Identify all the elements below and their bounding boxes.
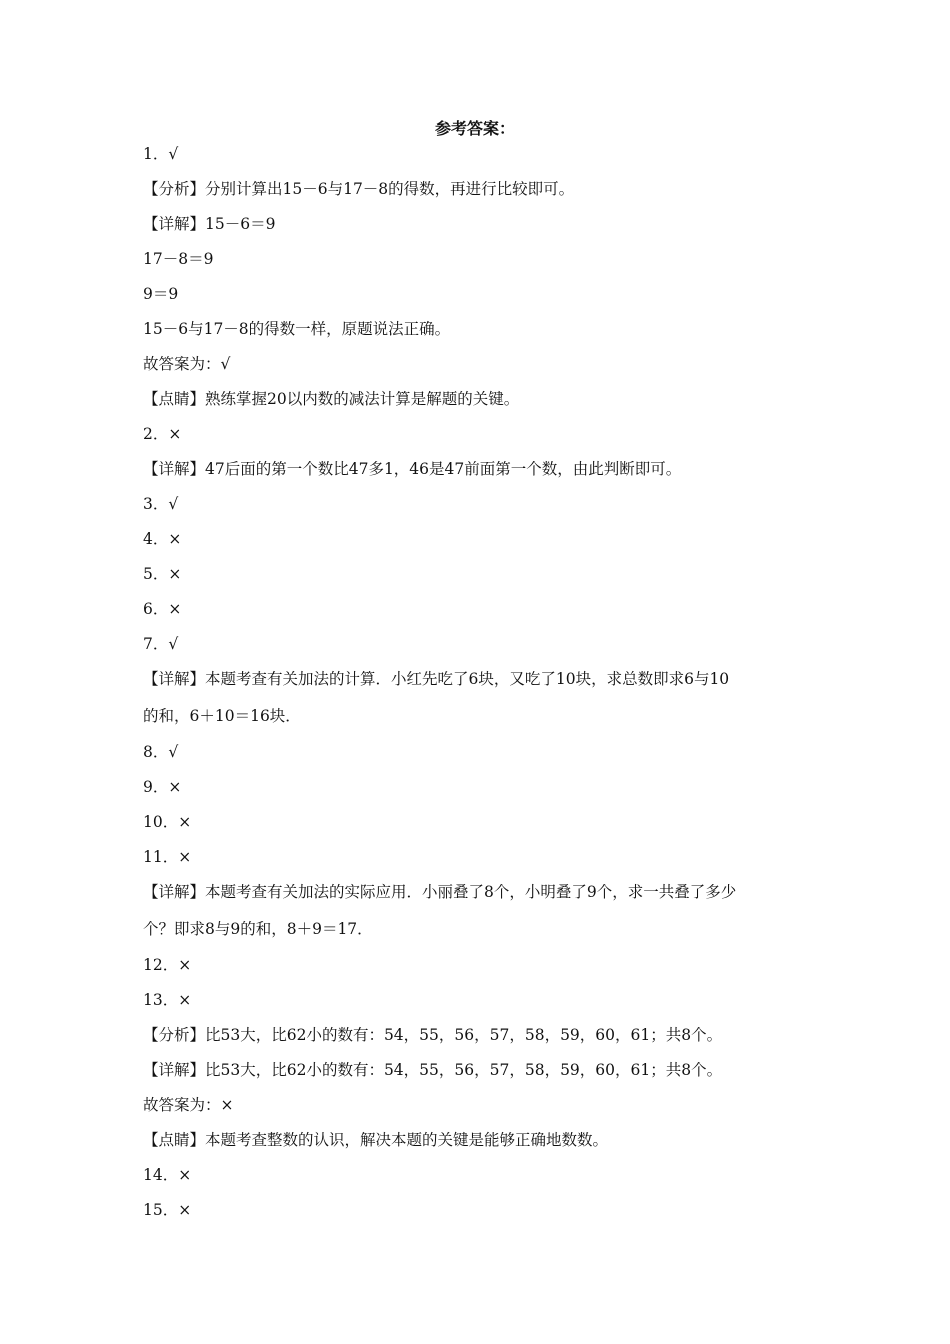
analysis-line: 【分析】分别计算出15－6与17－8的得数，再进行比较即可。 <box>143 180 575 198</box>
answer-item-1: 1．√ <box>143 145 179 163</box>
detail-line: 【详解】47后面的第一个数比47多1，46是47前面第一个数，由此判断即可。 <box>143 460 682 478</box>
answer-line: 故答案为：√ <box>143 355 231 373</box>
page-title: 参考答案： <box>434 119 515 138</box>
detail-line-continued: 个？即求8与9的和，8＋9＝17． <box>143 920 373 938</box>
answer-item-13: 13．× <box>143 991 192 1009</box>
answer-item-6: 6．× <box>143 600 182 618</box>
answer-item-8: 8．√ <box>143 743 179 761</box>
detail-line-continued: 的和，6＋10＝16块． <box>143 707 301 725</box>
detail-line: 【详解】本题考查有关加法的实际应用．小丽叠了8个，小明叠了9个，求一共叠了多少 <box>143 883 737 901</box>
conclusion-line: 15－6与17－8的得数一样，原题说法正确。 <box>143 320 451 338</box>
answer-item-3: 3．√ <box>143 495 179 513</box>
answer-item-10: 10．× <box>143 813 192 831</box>
detail-line: 【详解】本题考查有关加法的计算．小红先吃了6块，又吃了10块，求总数即求6与10 <box>143 670 730 688</box>
answer-line: 故答案为：× <box>143 1096 234 1114</box>
detail-line: 【详解】比53大，比62小的数有：54，55，56，57，58，59，60，61；共8个。 <box>143 1061 723 1079</box>
answer-item-11: 11．× <box>143 848 192 866</box>
answer-item-15: 15．× <box>143 1201 192 1219</box>
answer-item-5: 5．× <box>143 565 182 583</box>
answer-item-2: 2．× <box>143 425 182 443</box>
analysis-line: 【分析】比53大，比62小的数有：54，55，56，57，58，59，60，61；共8个。 <box>143 1026 723 1044</box>
answer-item-9: 9．× <box>143 778 182 796</box>
answer-item-7: 7．√ <box>143 635 179 653</box>
calc-line: 17－8＝9 <box>143 250 214 268</box>
answer-item-14: 14．× <box>143 1166 192 1184</box>
calc-line: 9＝9 <box>143 285 179 303</box>
detail-line: 【详解】15－6＝9 <box>143 215 276 233</box>
comment-line: 【点睛】本题考查整数的认识，解决本题的关键是能够正确地数数。 <box>143 1131 609 1149</box>
answer-item-4: 4．× <box>143 530 182 548</box>
answer-item-12: 12．× <box>143 956 192 974</box>
comment-line: 【点睛】熟练掌握20以内数的减法计算是解题的关键。 <box>143 390 520 408</box>
